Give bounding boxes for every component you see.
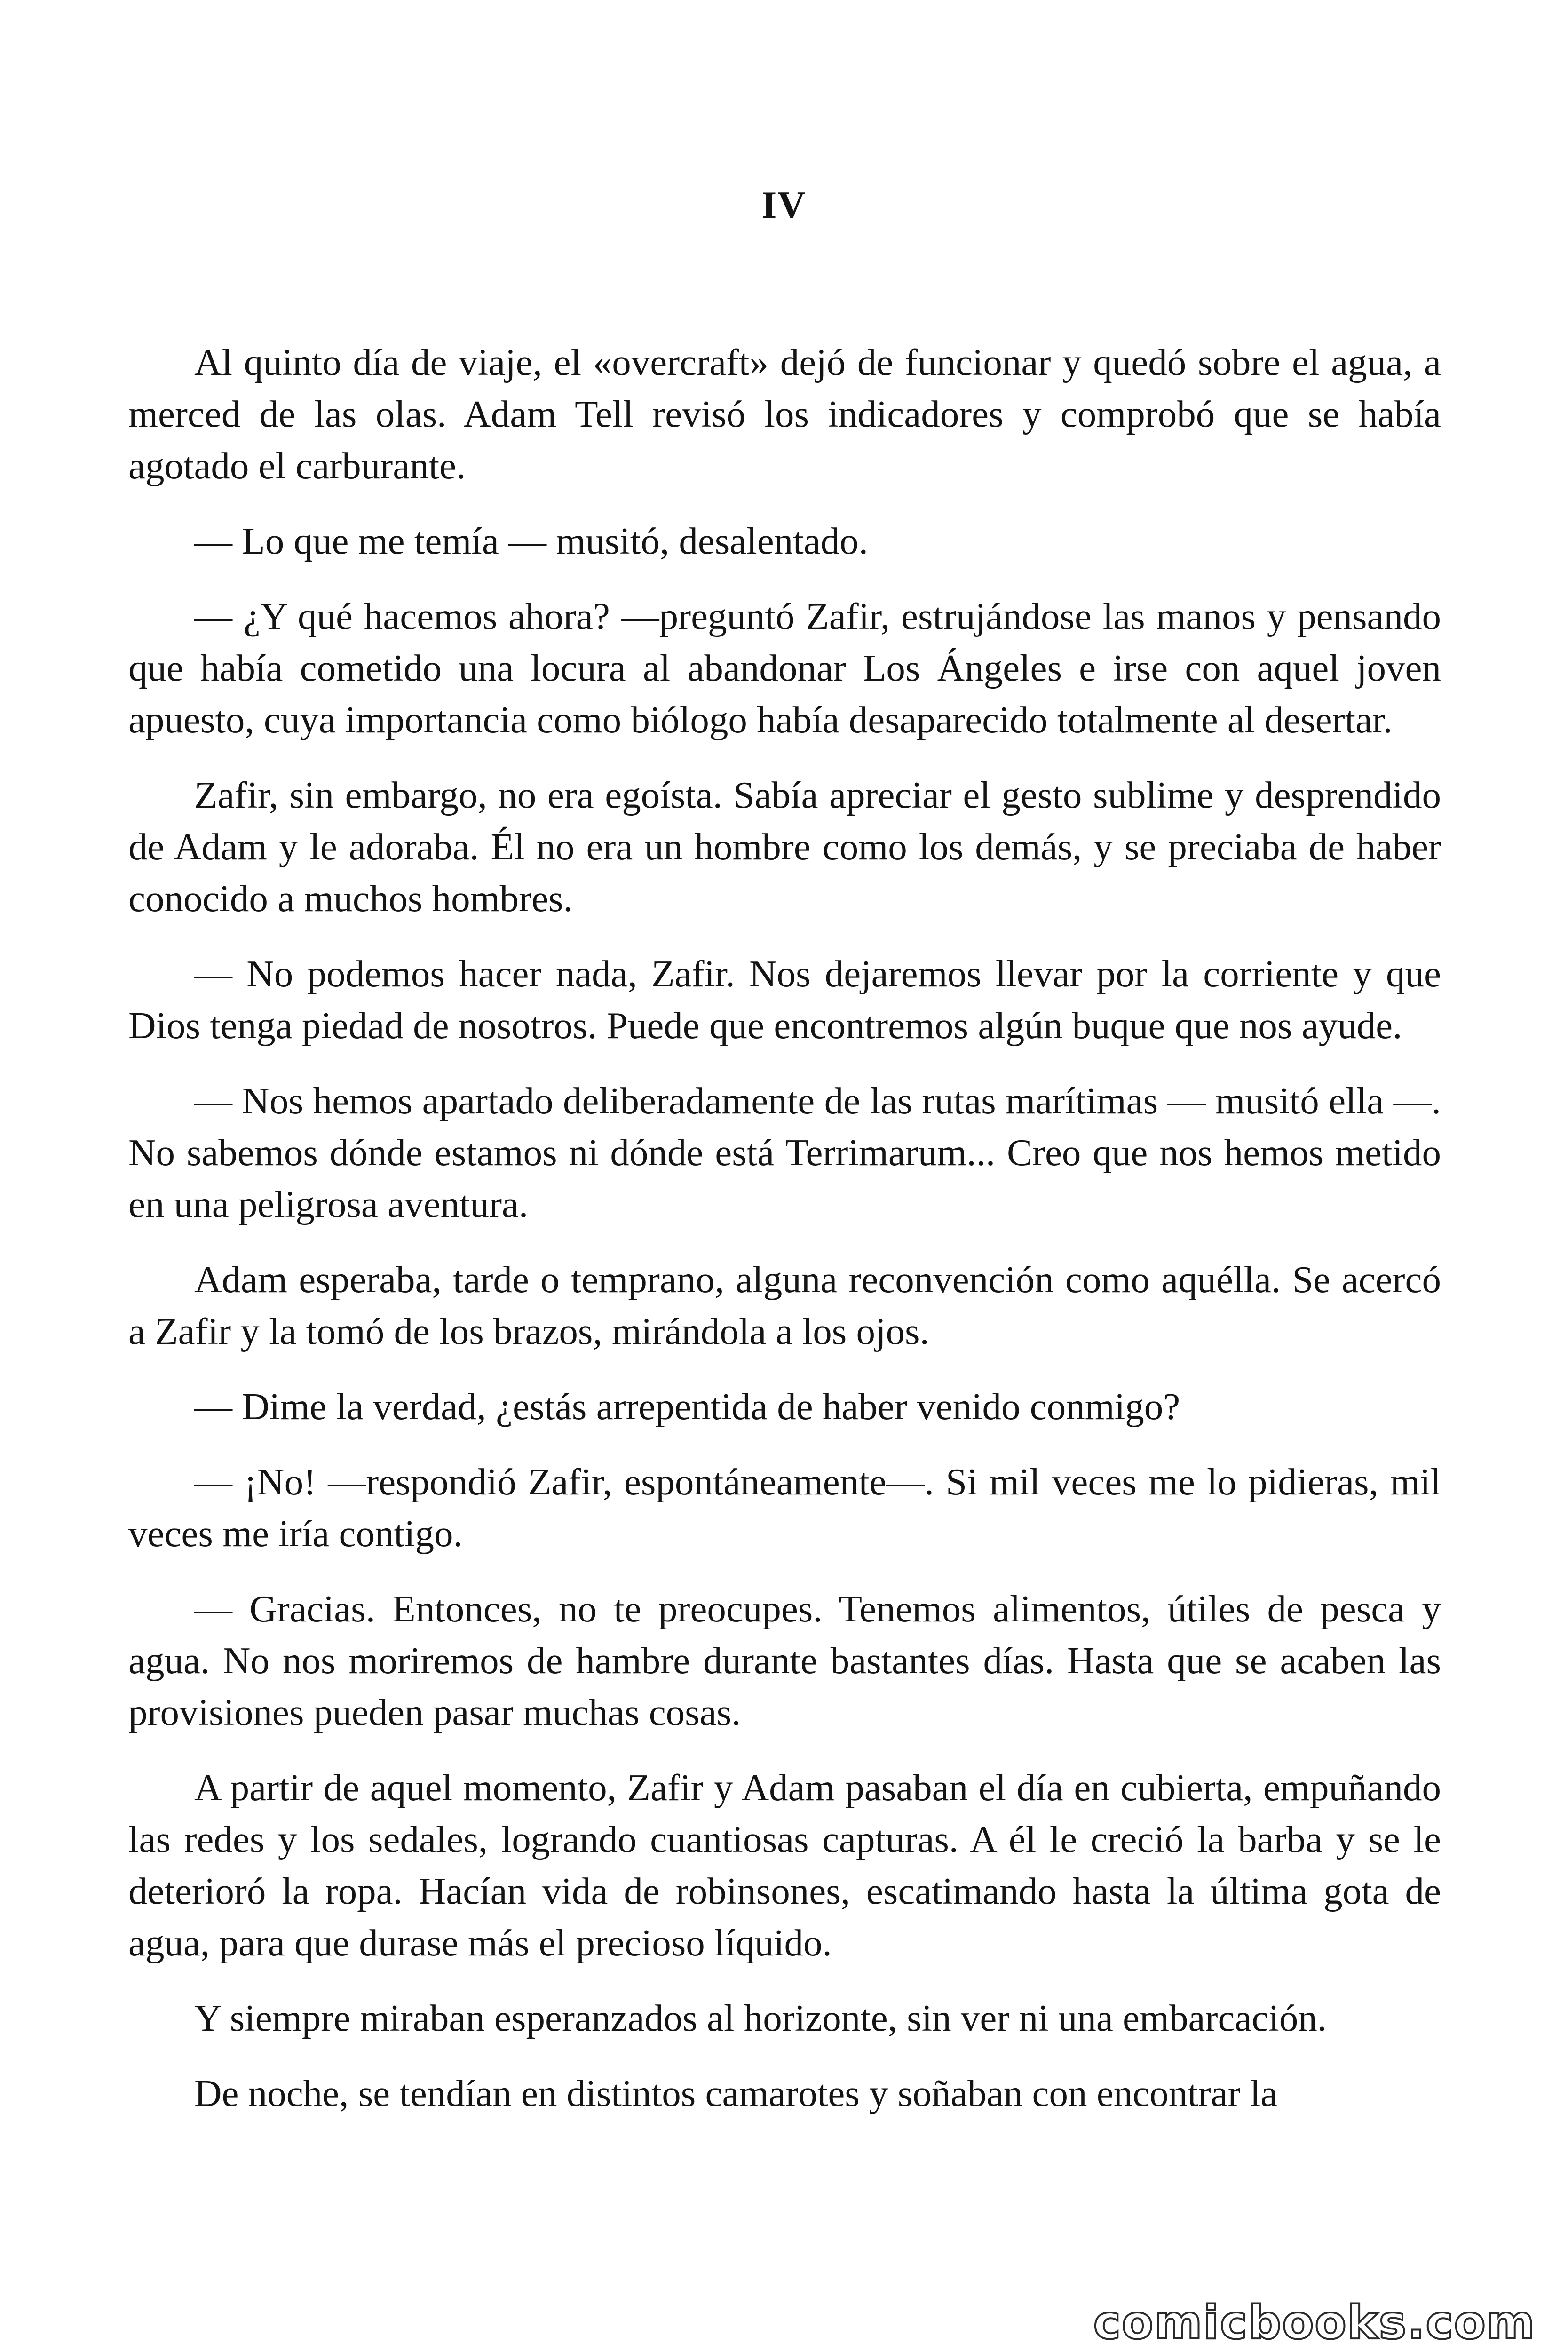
dialogue-paragraph: — ¡No! —respondió Zafir, espontáneamente—. Si mil veces me lo pidieras, mil veces me iría contigo. (128, 1461, 1441, 1555)
text-body (128, 336, 1441, 2143)
paragraph: Zafir, sin embargo, no era egoísta. Sabía apreciar el gesto sublime y desprendido de Adam y le adoraba. Él no era un hombre como los demás, y se preciaba de haber conocido a muchos hombres. (128, 774, 1441, 920)
dialogue-paragraph: — Nos hemos apartado deliberadamente de las rutas marítimas — musitó ella —. No sabemos dónde estamos ni dónde está Terrimarum... Creo que nos hemos metido en una peligrosa aventura. (128, 1080, 1441, 1225)
dialogue-paragraph: — Lo que me temía — musitó, desalentado. (194, 520, 868, 562)
dialogue-paragraph: — Gracias. Entonces, no te preocupes. Tenemos alimentos, útiles de pesca y agua. No nos moriremos de hambre durante bastantes días. Hasta que se acaben las provisiones pueden pasar muchas cosas. (128, 1588, 1441, 1733)
dialogue-paragraph: — Dime la verdad, ¿estás arrepentida de haber venido conmigo? (194, 1385, 1180, 1428)
chapter-heading: IV (761, 183, 807, 226)
paragraph: Y siempre miraban esperanzados al horizonte, sin ver ni una embarcación. (194, 1997, 1327, 2039)
dialogue-paragraph: — No podemos hacer nada, Zafir. Nos dejaremos llevar por la corriente y que Dios tenga piedad de nosotros. Puede que encontremos algún buque que nos ayude. (128, 953, 1441, 1047)
paragraph: De noche, se tendían en distintos camarotes y soñaban con encontrar la (194, 2072, 1278, 2114)
watermark: comicbooks.com (1093, 2296, 1536, 2350)
paragraph: A partir de aquel momento, Zafir y Adam pasaban el día en cubierta, empuñando las redes y los sedales, logrando cuantiosas capturas. A él le creció la barba y se le deterioró la ropa. Hacían vida de robinsones, escatimando hasta la última gota de agua, para que durase más el precioso líquido. (128, 1766, 1441, 1964)
paragraph: Adam esperaba, tarde o temprano, alguna reconvención como aquélla. Se acercó a Zafir y la tomó de los brazos, mirándola a los ojos. (128, 1258, 1441, 1352)
dialogue-paragraph: — ¿Y qué hacemos ahora? —preguntó Zafir, estrujándose las manos y pensando que había cometido una locura al abandonar Los Ángeles e irse con aquel joven apuesto, cuya importancia como biólogo había desaparecido totalmente al desertar. (128, 595, 1441, 741)
paragraph: Al quinto día de viaje, el «overcraft» dejó de funcionar y quedó sobre el agua, a merced de las olas. Adam Tell revisó los indicadores y comprobó que se había agotado el carburante. (128, 341, 1441, 487)
